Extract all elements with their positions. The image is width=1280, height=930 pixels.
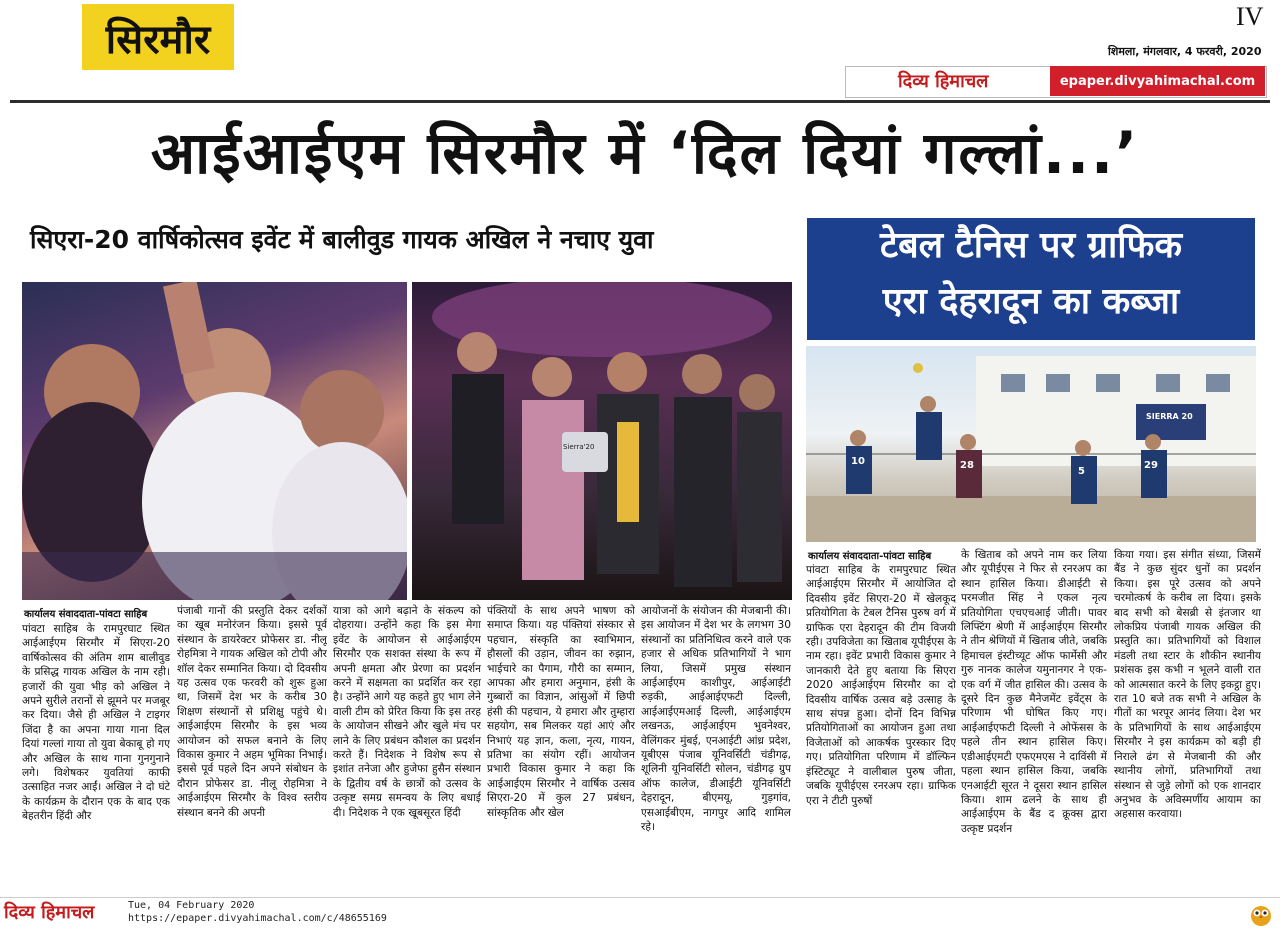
jersey-number: 10 — [851, 456, 865, 467]
main-column-5: आयोजनों के संयोजन की मेजबानी की। इस आयोजन में देश भर के लगभग 30 संस्थानों का प्रतिनिधित्व करने वाले एक हजार से अधिक प्रतिभागियों ने भाग लिया, जिसमें प्रमुख संस्थान आईआईएम काशीपुर, आईआईटी रुड़की, आईआईएफटी दिल्ली, आईआईएमआई दिल्ली, आईआईएम लखनऊ, आईआईएम भुवनेश्वर, वेलिंगकर मुंबई, एनआईटी आंध्र प्रदेश, यूबीएस पंजाब यूनिवर्सिटी चंडीगढ़, शूलिनी यूनिवर्सिटी सोलन, चंडीगढ़ ग्रुप ऑफ कालेज, डीआईटी यूनिवर्सिटी देहरादून, बीएमयू, गुड़गांव, एसआईबीएम, नागपुर आदि शामिल रहे। — [641, 605, 791, 834]
header-rule — [10, 100, 1270, 103]
crowd-photo — [22, 282, 407, 600]
trophy-label: Sierra'20 — [563, 443, 595, 451]
side-headline-line2: एरा देहरादून का कब्जा — [882, 281, 1180, 322]
page-number: IV — [1236, 2, 1264, 31]
footer-url[interactable]: https://epaper.divyahimachal.com/c/48655169 — [128, 913, 387, 924]
side-byline: कार्यालय संवाददाता-पांवटा साहिब — [808, 551, 932, 562]
footer-rule — [0, 897, 1280, 898]
footer-meta — [128, 899, 387, 925]
side-column-2: के खिताब को अपने नाम कर लिया और यूपीईएस ने फिर से रनरअप का स्थान हासिल किया। डीआईटी से परमजीत सिंह ने एकल नृत्य प्रतियोगिता एचएचआई जीती। पावर लिफ्टिंग श्रेणी में आईआईएम सिरमौर ने तीन श्रेणियों में खिताब जीते, जबकि हिमाचल इंस्टीच्यूट ऑफ फार्मेसी और गुरु नानक कालेज यमुनानगर ने एक-एक वर्ग में जीत हासिल की। उत्सव के दूसरे दिन कुछ मैनेजमेंट इवेंट्स के परिणाम भी घोषित किए गए। आईआईएफटी दिल्ली ने ओफेंसस के पहले तीन स्थान हासिल किए। एडीआईएमटी एफएमएस ने दाविंसी में पहला स्थान हासिल किया, जबकि एनआईटी सूरत ने दूसरा स्थान हासिल किया। शाम ढलने के साथ ही आईआईएम के बैंड द क्रूक्स द्वारा उत्कृष्ट प्रदर्शन — [961, 549, 1107, 835]
stage-photo — [412, 282, 792, 600]
jersey-number: 28 — [960, 460, 974, 471]
section-tag: सिरमौर — [82, 4, 234, 70]
jersey-number: 5 — [1078, 466, 1085, 477]
sierra-banner: SIERRA 20 — [1146, 412, 1193, 421]
epaper-link[interactable]: epaper.divyahimachal.com — [1050, 66, 1265, 96]
jersey-number: 29 — [1144, 460, 1158, 471]
side-headline-line1: टेबल टैनिस पर ग्राफिक — [879, 225, 1183, 266]
volleyball-photo — [806, 346, 1256, 542]
side-column-1: पांवटा साहिब के रामपुरघाट स्थित आईआईएम सिरमौर में आयोजित दो दिवसीय इवेंट सिएरा-20 में खेलकूद प्रतियोगिता के टेबल टैनिस पुरुष वर्ग में ग्राफिक एरा देहरादून की टीम विजयी रही। उपविजेता का खिताब यूपीईएस के नाम रहा। इवेंट प्रभारी विकास कुमार ने जानकारी देते हुए बताया कि सिएरा 2020 आईआईएम सिरमौर का दो दिवसीय वार्षिक उत्सव बड़े उत्साह के साथ संपन्न हुआ। दोनों दिन विभिन्न प्रतियोगिताओं का आयोजन हुआ तथा विजेताओं को आकर्षक पुरस्कार दिए गए। प्रतियोगिता परिणाम में डॉल्फिन इंस्टिट्यूट ने वालीबाल पुरुष जीता, जबकि यूपीईएस रनरअप रहा। ग्राफिक एरा ने टीटी पुरुषों — [806, 564, 956, 807]
footer-logo: दिव्य हिमाचल — [4, 902, 95, 923]
owl-icon — [1250, 902, 1272, 926]
main-column-2: पंजाबी गानों की प्रस्तुति देकर दर्शकों का खूब मनोरंजन किया। इससे पूर्व संस्थान के डायरेक्टर प्रोफेसर डा. नीलू रोहमित्रा ने गायक अखिल को टोपी और शॉल देकर सम्मानित किया। दो दिवसीय यह उत्सव एक फरवरी को शुरू हुआ था, जिसमें देश भर के करीब 30 शिक्षण संस्थानों से प्रशिक्षु पहुंचे थे। आईआईएम सिरमौर के इस भव्य आयोजन को सफल बनाने के लिए विकास कुमार ने अहम भूमिका निभाई। इससे पूर्व पहले दिन अपने संबोधन के दौरान प्रोफेसर डा. नीलू रोहमित्रा ने आईआईएम सिरमौर के विश्व स्तरीय संस्थान बनने की अपनी — [177, 605, 327, 819]
main-headline: आईआईएम सिरमौर में ‘दिल दियां गल्लां...’ — [150, 118, 1140, 187]
side-headline-box — [807, 218, 1255, 340]
footer-date: Tue, 04 February 2020 — [128, 900, 255, 911]
dateline: शिमला, मंगलवार, 4 फरवरी, 2020 — [1108, 45, 1262, 58]
brand-logo: दिव्य हिमाचल — [898, 71, 989, 92]
main-column-3: यात्रा को आगे बढ़ाने के संकल्प को दोहराया। उन्होंने कहा कि इस मेगा इवेंट के आयोजन से आईआईएम सिरमौर एक सशक्त संस्था के रूप में अपनी क्षमता और प्रेरणा का प्रदर्शन करने में सक्षमता का प्रदर्शित कर रहा है। उन्होंने आगे यह कहते हुए भाग लेने वाली टीम को प्रेरित किया कि इस तरह के आयोजन सीखने और खुले मंच पर लाने के लिए प्रबंधन कौशल का प्रदर्शन करते हैं। निदेशक ने विशेष रूप से इशांत तनेजा और हुजेफा हुसैन संस्थान के द्वितीय वर्ष के छात्रों को उत्सव के उत्कृष्ट समग्र समन्वय के लिए बधाई दी। निदेशक ने एक खूबसूरत हिंदी — [333, 605, 481, 819]
main-column-1: पांवटा साहिब के रामपुरघाट स्थित आईआईएम सिरमौर में सिएरा-20 वार्षिकोत्सव की अंतिम शाम बालीवुड के प्रसिद्ध गायक अखिल के नाम रही। हजारों की युवा भीड़ को अखिल ने अपने सुरीले तरानों से झूमने पर मजबूर कर दिया। जैसे ही अखिल ने टाइगर जिंदा है का अपना गाया गाना दिल दियां गल्लां गाया तो युवा बेकाबू हो गए और अखिल के साथ गाना गुनगुनाने लगे। विशेषकर युवतियां काफी उत्साहित नजर आईं। अखिल ने दो घंटे के कार्यक्रम के दौरान एक के बाद एक बेहतरीन हिंदी और — [22, 623, 170, 823]
main-column-4: पंक्तियों के साथ अपने भाषण को समाप्त किया। यह पंक्तियां संस्कार से पहचान, संस्कृति का स्वाभिमान, हौसलों की उड़ान, जीवन का रुझान, भाईचारे का पैगाम, गौरी का सम्मान, आपका और हमारा अनुमान, हंसी के गुब्बारों का विज्ञान, आंसुओं में छिपी हंसी की पहचान, ये हमारा और तुम्हारा सहयोग, सब मिलकर यहां आएं और निभाएं यह ज्ञान, कला, नृत्य, गायन, प्रतिभा का संयोग रहीं। आयोजन प्रभारी विकास कुमार ने कहा कि आईआईएम सिरमौर ने वार्षिक उत्सव सिएरा-20 में कुल 27 प्रबंधन, सांस्कृतिक और खेल — [487, 605, 635, 819]
side-column-3: किया गया। इस संगीत संध्या, जिसमें बैंड ने कुछ सुंदर धुनों का प्रदर्शन किया। इस पूरे उत्सव को अपने चरमोत्कर्ष के करीब ला दिया। इसके बाद सभी को बेसब्री से इंतजार था लोकप्रिय पंजाबी गायक अखिल की प्रस्तुति का। प्रतिभागियों को विशाल मंडली तथा स्टार के शौकीन स्थानीय प्रशंसक इस कभी न भूलने वाली रात को आत्मसात करने के लिए इकट्ठा हुए। रात 10 बजे तक सभी ने अखिल के गीतों का भरपूर आनंद लिया। देश भर के प्रतिभागियों के साथ आईआईएम सिरमौर ने इस कार्यक्रम को बड़ी ही निराले ढंग से मेजबानी की और स्थानीय लोगों, प्रतिभागियों तथा संस्थान से जुड़े लोगों को एक शानदार अनुभव के अविस्मर्णीय आयाम का अहसास करवाया। — [1114, 549, 1261, 821]
main-subhead: सिएरा-20 वार्षिकोत्सव इवेंट में बालीवुड गायक अखिल ने नचाए युवा — [30, 225, 654, 254]
main-byline: कार्यालय संवाददाता-पांवटा साहिब — [24, 609, 148, 620]
